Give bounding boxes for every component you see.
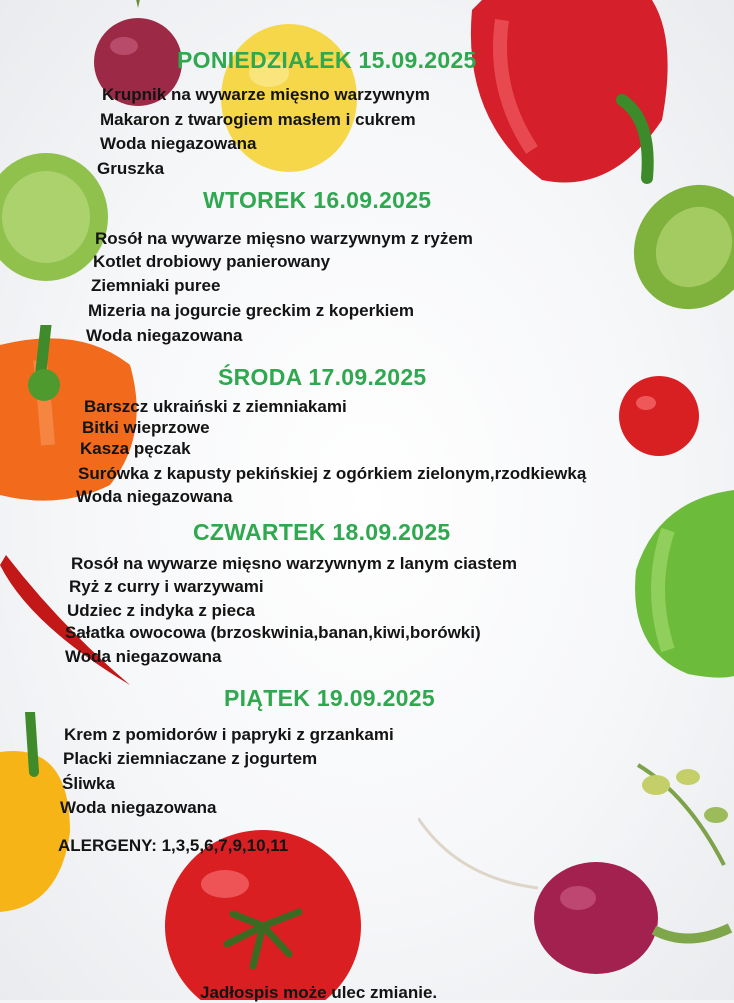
day-title-monday: PONIEDZIAŁEK 15.09.2025: [177, 47, 477, 73]
menu-item: Rosół na wywarze mięsno warzywnym z ryżem: [95, 229, 473, 248]
menu-item: Kasza pęczak: [80, 439, 191, 458]
day-title-friday: PIĄTEK 19.09.2025: [224, 685, 435, 711]
menu-item: Mizeria na jogurcie greckim z koperkiem: [88, 301, 414, 320]
cherry-tomato-icon: [616, 375, 702, 457]
menu-item: Surówka z kapusty pekińskiej z ogórkiem zielonym,rzodkiewką: [78, 464, 587, 483]
menu-item: Bitki wieprzowe: [82, 418, 210, 437]
menu-item: Śliwka: [62, 774, 115, 793]
menu-item: Makaron z twarogiem masłem i cukrem: [100, 110, 416, 129]
cucumber-icon: [626, 175, 734, 320]
menu-item: Woda niegazowana: [60, 798, 217, 817]
allergens: ALERGENY: 1,3,5,6,7,9,10,11: [58, 836, 289, 855]
menu-item: Woda niegazowana: [86, 326, 243, 345]
menu-item: Krupnik na wywarze mięsno warzywnym: [102, 85, 430, 104]
day-title-wednesday: ŚRODA 17.09.2025: [218, 364, 427, 390]
footer-note: Jadłospis może ulec zmianie.: [200, 983, 438, 1002]
menu-item: Barszcz ukraiński z ziemniakami: [84, 397, 347, 416]
menu-item: Ziemniaki puree: [91, 276, 221, 295]
menu-item: Udziec z indyka z pieca: [67, 601, 256, 620]
menu-item: Woda niegazowana: [76, 487, 233, 506]
menu-item: Woda niegazowana: [65, 647, 222, 666]
green-pepper-icon: [628, 490, 734, 678]
menu-item: Sałatka owocowa (brzoskwinia,banan,kiwi,borówki): [65, 623, 481, 642]
menu-item: Placki ziemniaczane z jogurtem: [63, 749, 318, 768]
menu-item: Krem z pomidorów i papryki z grzankami: [64, 725, 394, 744]
red-pepper-icon: [462, 0, 674, 192]
herb-icon: [628, 755, 734, 870]
day-title-tuesday: WTOREK 16.09.2025: [203, 187, 432, 213]
menu-item: Woda niegazowana: [100, 134, 257, 153]
menu-item: Gruszka: [97, 159, 165, 178]
menu-item: Ryż z curry i warzywami: [69, 577, 264, 596]
day-title-thursday: CZWARTEK 18.09.2025: [193, 519, 451, 545]
menu-item: Rosół na wywarze mięsno warzywnym z lanym ciastem: [71, 554, 517, 573]
menu-item: Kotlet drobiowy panierowany: [93, 252, 331, 271]
